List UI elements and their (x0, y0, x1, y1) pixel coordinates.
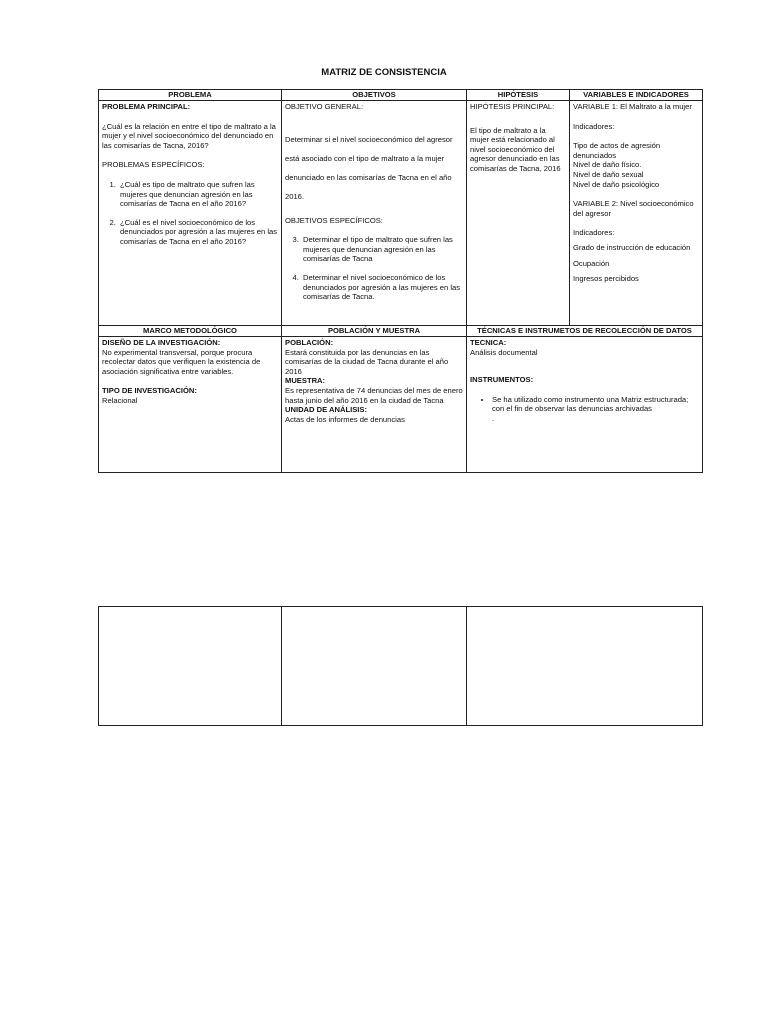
indicador-1c: Nivel de daño sexual (573, 169, 644, 179)
variable-2: VARIABLE 2: Nivel socioeconómico del agresor (573, 199, 694, 218)
problema-cell (99, 101, 282, 326)
content-row (99, 101, 703, 326)
empty-table (98, 606, 703, 726)
header-tecnicas: TÉCNICAS E INSTRUMETOS DE RECOLECCIÓN DE DATOS (467, 326, 703, 337)
indicador-2c: Ingresos percibidos (573, 274, 639, 284)
instrumento-dot: . (492, 413, 495, 423)
header-row-2 (99, 326, 703, 337)
tipo-label: TIPO DE INVESTIGACIÓN: (102, 386, 197, 396)
tecnicas-cell (467, 337, 703, 473)
header-marco: MARCO METODOLÓGICO (99, 326, 282, 337)
problemas-especificos-label: PROBLEMAS ESPECÍFICOS: (102, 160, 205, 170)
poblacion-text: Estará constituida por las denuncias en las comisarías de la ciudad de Tacna durante el año 2016 (285, 347, 449, 376)
header-row (99, 90, 703, 101)
header-objetivos: OBJETIVOS (282, 90, 467, 101)
indicador-1a: Tipo de actos de agresión denunciados (573, 141, 661, 160)
indicadores-2-label: Indicadores: (573, 228, 615, 238)
consistency-matrix-table (98, 89, 703, 473)
marco-cell (99, 337, 282, 473)
header-hipotesis: HIPÓTESIS (467, 90, 570, 101)
document-title: MATRIZ DE CONSISTENCIA (321, 67, 447, 78)
hipotesis-cell (467, 101, 570, 326)
empty-cell-2 (282, 607, 467, 726)
objetivo-general-label: OBJETIVO GENERAL: (285, 102, 364, 111)
unidad-text: Actas de los informes de denuncias (285, 414, 405, 424)
empty-cell-3 (467, 607, 703, 726)
problema-principal-text: ¿Cuál es la relación en entre el tipo de maltrato a la mujer y el nivel socioeconómico del denunciado en las comisarías de Tacna, 2016? (102, 121, 276, 150)
tecnica-text: Análisis documental (470, 347, 538, 357)
empty-cell-1 (99, 607, 282, 726)
tecnica-label: TECNICA: (470, 338, 507, 347)
poblacion-label: POBLACIÓN: (285, 338, 334, 347)
instrumentos-list (470, 395, 699, 414)
objetivo-especifico-3: 3. Determinar el tipo de maltrato que sufren las mujeres que denuncian agresión en las comisarías de Tacna (301, 235, 463, 264)
objetivos-cell (282, 101, 467, 326)
indicador-1d: Nivel de daño psicológico (573, 179, 660, 189)
hipotesis-principal-text: El tipo de maltrato a la mujer está relacionado al nivel socioeconómico del agresor denunciado en las comisarías de Tacna, 2016 (470, 125, 561, 173)
content-row-2 (99, 337, 703, 473)
problema-especifico-1: 1. ¿Cuál es tipo de maltrato que sufren las mujeres que denuncian agresión en las comisarías de Tacna en el año 2016? (118, 180, 278, 209)
instrumentos-label: INSTRUMENTOS: (470, 375, 534, 385)
variable-1: VARIABLE 1: El Maltrato a la mujer (573, 102, 692, 111)
indicador-2b: Ocupación (573, 258, 610, 268)
hipotesis-principal-label: HIPÓTESIS PRINCIPAL: (470, 102, 555, 111)
header-variables: VARIABLES E INDICADORES (570, 90, 703, 101)
diseno-text: No experimental transversal, porque procura recolectar datos que verifiquen la existencia de asociación significativa entre variables. (102, 347, 261, 376)
indicadores-1-label: Indicadores: (573, 121, 615, 131)
unidad-label: UNIDAD DE ANÁLISIS: (285, 405, 367, 415)
objetivos-especificos-label: OBJETIVOS ESPECÍFICOS: (285, 215, 383, 225)
indicador-2a: Grado de instrucción de educación (573, 242, 691, 252)
indicador-1b: Nivel de daño físico. (573, 160, 642, 170)
instrumento-item: • Se ha utilizado como instrumento una Matriz estructurada; con el fin de observar las denuncias archivadas (492, 395, 699, 414)
header-poblacion: POBLACIÓN Y MUESTRA (282, 326, 467, 337)
empty-row (99, 607, 703, 726)
tipo-text: Relacional (102, 395, 138, 405)
muestra-label: MUESTRA: (285, 376, 326, 386)
problemas-especificos-list (102, 180, 278, 247)
muestra-text: Es representativa de 74 denuncias del mes de enero hasta junio del año 2016 en la ciudad de Tacna (285, 385, 463, 405)
problema-especifico-2: 2. ¿Cuál es el nivel socioeconómico de los denunciados por agresión a las mujeres en las comisarías de Tacna en el año 2016? (118, 218, 278, 247)
objetivo-especifico-4: 4. Determinar el nivel socioeconómico de los denunciados por agresión a las mujeres en las comisarías de Tacna. (301, 273, 463, 302)
header-problema: PROBLEMA (99, 90, 282, 101)
diseno-label: DISEÑO DE LA INVESTIGACIÓN: (102, 338, 221, 347)
problema-principal-label: PROBLEMA PRINCIPAL: (102, 102, 191, 111)
variables-cell (570, 101, 703, 326)
objetivo-general-text: Determinar si el nivel socioeconómico del agresor está asociado con el tipo de maltrato a la mujer denunciado en las comisarías de Tacna en el año 2016. (285, 134, 453, 201)
objetivos-especificos-list (285, 235, 463, 302)
poblacion-cell (282, 337, 467, 473)
